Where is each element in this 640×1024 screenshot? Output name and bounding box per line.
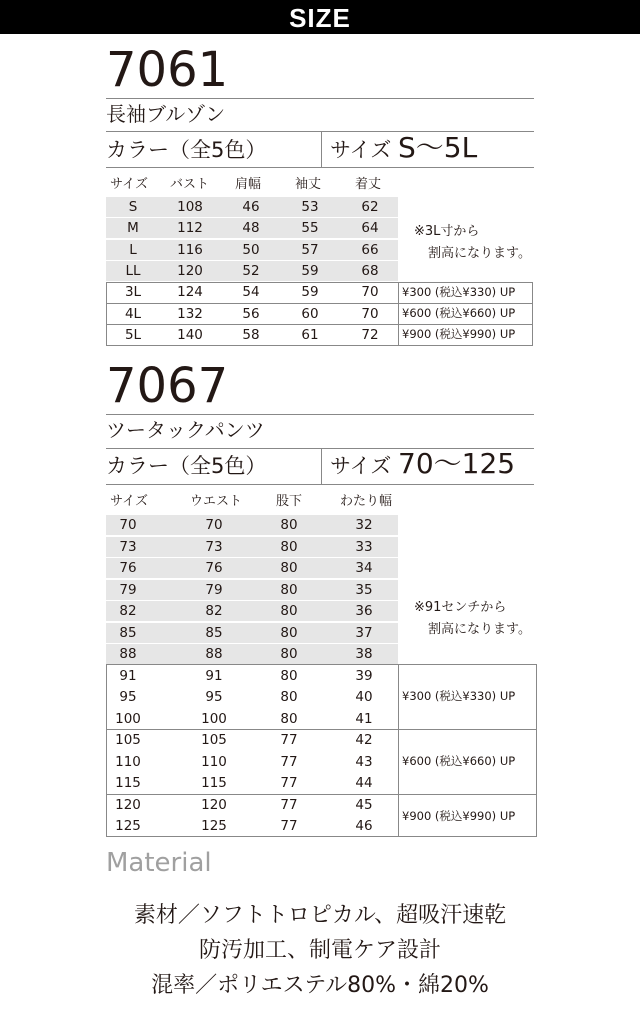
table-cell: 79 <box>119 581 137 598</box>
column-header: 袖丈 <box>295 177 322 192</box>
divider <box>321 131 322 167</box>
table-cell: 70 <box>205 517 223 533</box>
color-label: カラー（全5色） <box>106 454 267 478</box>
table-cell: 73 <box>119 538 137 555</box>
divider <box>106 167 534 168</box>
table-cell: 115 <box>201 775 227 791</box>
column-header: ウエスト <box>190 494 243 509</box>
table-cell: 3L <box>124 284 142 301</box>
table-cell: 95 <box>205 689 223 705</box>
table-row <box>106 218 398 238</box>
table-cell: 55 <box>301 220 319 237</box>
table-cell: 105 <box>201 732 227 748</box>
table-cell: 108 <box>177 199 203 215</box>
table-cell: 4L <box>124 305 142 322</box>
table-row <box>106 623 398 643</box>
table-cell: 77 <box>280 775 298 791</box>
table-cell: 80 <box>280 603 298 619</box>
column-header: 肩幅 <box>235 177 262 192</box>
table-cell: 120 <box>177 262 203 279</box>
price-note: ¥900 (税込¥990) UP <box>402 809 516 823</box>
table-cell: 77 <box>280 796 298 813</box>
column-header: バスト <box>170 177 210 192</box>
table-cell: L <box>129 241 137 258</box>
material-line: 混率／ポリエステル80%・綿20% <box>151 973 489 998</box>
table-cell: 77 <box>280 753 298 770</box>
table-cell: 80 <box>280 710 298 727</box>
price-note: ¥300 (税込¥330) UP <box>402 285 516 299</box>
product-name: 長袖ブルゾン <box>106 102 226 126</box>
table-cell: 116 <box>177 241 203 258</box>
table-cell: 72 <box>361 326 379 343</box>
column-header: サイズ <box>110 177 148 192</box>
table-cell: 44 <box>355 775 373 791</box>
model-number-7067: 7067 <box>106 358 229 414</box>
price-note: ¥900 (税込¥990) UP <box>402 327 516 341</box>
model-number-7061: 7061 <box>106 42 229 98</box>
table-cell: 76 <box>205 560 223 576</box>
table-cell: 37 <box>355 624 373 641</box>
material-title: Material <box>106 848 212 878</box>
table-row <box>106 537 398 557</box>
table-cell: 66 <box>361 241 379 258</box>
table-cell: 54 <box>242 284 260 301</box>
size-range: 70～125 <box>398 447 516 480</box>
table-cell: 39 <box>355 667 373 684</box>
table-cell: 105 <box>115 732 141 748</box>
table-cell: 70 <box>119 517 137 533</box>
table-cell: 57 <box>301 241 319 258</box>
column-header: 股下 <box>276 494 303 509</box>
divider <box>321 448 322 484</box>
table-cell: 80 <box>280 560 298 576</box>
surcharge-note: 割高になります。 <box>428 622 531 637</box>
table-cell: 41 <box>355 710 373 727</box>
table-cell: 70 <box>361 305 379 322</box>
table-cell: 140 <box>177 326 203 343</box>
table-row <box>106 240 398 260</box>
table-cell: 132 <box>177 305 203 322</box>
price-note: ¥300 (税込¥330) UP <box>402 689 516 703</box>
table-cell: 5L <box>124 326 142 343</box>
table-cell: 40 <box>355 689 373 705</box>
material-line: 素材／ソフトトロピカル、超吸汗速乾 <box>133 903 507 928</box>
product-name: ツータックパンツ <box>106 418 265 442</box>
divider <box>106 98 534 99</box>
size-range-label <box>330 131 478 164</box>
table-cell: 80 <box>280 581 298 598</box>
table-cell: 60 <box>301 305 319 322</box>
table-cell: LL <box>125 262 141 279</box>
table-cell: 59 <box>301 284 319 301</box>
table-cell: 59 <box>301 262 319 279</box>
table-cell: 77 <box>280 818 298 834</box>
table-cell: 95 <box>119 689 137 705</box>
size-range: S～5L <box>398 131 478 164</box>
table-cell: 80 <box>280 689 298 705</box>
table-cell: 68 <box>361 262 379 279</box>
table-cell: 36 <box>355 603 373 619</box>
table-cell: 80 <box>280 538 298 555</box>
table-row <box>106 515 398 535</box>
table-cell: S <box>128 199 138 215</box>
table-row <box>106 558 398 578</box>
table-cell: 91 <box>119 667 137 684</box>
surcharge-note: 割高になります。 <box>428 246 531 261</box>
table-cell: 61 <box>301 326 319 343</box>
table-cell: 46 <box>355 818 373 834</box>
table-cell: M <box>127 220 139 237</box>
column-header: サイズ <box>110 494 148 509</box>
surcharge-note: ※91センチから <box>414 600 507 615</box>
table-cell: 35 <box>355 581 373 598</box>
table-cell: 91 <box>205 667 223 684</box>
table-cell: 85 <box>119 624 137 641</box>
table-cell: 115 <box>115 775 141 791</box>
table-cell: 82 <box>205 603 223 619</box>
table-cell: 32 <box>355 517 373 533</box>
divider <box>106 794 537 795</box>
table-cell: 53 <box>301 199 319 215</box>
table-row <box>106 580 398 600</box>
size-label: サイズ <box>330 454 392 478</box>
surcharge-note: ※3L寸から <box>414 224 480 239</box>
divider <box>398 664 399 837</box>
price-note: ¥600 (税込¥660) UP <box>402 306 516 320</box>
table-cell: 110 <box>201 753 227 770</box>
table-cell: 79 <box>205 581 223 598</box>
table-cell: 125 <box>115 818 141 834</box>
size-label: サイズ <box>330 138 392 162</box>
table-cell: 112 <box>177 220 203 237</box>
table-cell: 110 <box>115 753 141 770</box>
banner-title: SIZE <box>289 3 351 33</box>
table-row <box>106 644 398 664</box>
table-cell: 64 <box>361 220 379 237</box>
table-cell: 88 <box>119 646 137 662</box>
size-banner <box>0 0 640 34</box>
table-cell: 120 <box>201 796 227 813</box>
table-row <box>106 261 398 281</box>
table-cell: 85 <box>205 624 223 641</box>
table-cell: 46 <box>242 199 260 215</box>
table-cell: 34 <box>355 560 373 576</box>
table-cell: 42 <box>355 732 373 748</box>
table-cell: 120 <box>115 796 141 813</box>
table-cell: 100 <box>201 710 227 727</box>
material-line: 防汚加工、制電ケア設計 <box>198 938 441 963</box>
table-cell: 88 <box>205 646 223 662</box>
table-cell: 125 <box>201 818 227 834</box>
table-row <box>106 601 398 621</box>
column-header: 着丈 <box>355 177 382 192</box>
table-cell: 80 <box>280 646 298 662</box>
table-cell: 58 <box>242 326 260 343</box>
table-cell: 82 <box>119 603 137 619</box>
table-cell: 45 <box>355 796 373 813</box>
divider <box>106 414 534 415</box>
price-note: ¥600 (税込¥660) UP <box>402 754 516 768</box>
table-cell: 77 <box>280 732 298 748</box>
color-label: カラー（全5色） <box>106 138 267 162</box>
divider <box>106 729 537 730</box>
table-cell: 100 <box>115 710 141 727</box>
divider <box>398 282 399 346</box>
table-cell: 62 <box>361 199 379 215</box>
table-cell: 48 <box>242 220 260 237</box>
table-cell: 73 <box>205 538 223 555</box>
table-cell: 33 <box>355 538 373 555</box>
table-cell: 43 <box>355 753 373 770</box>
table-cell: 80 <box>280 517 298 533</box>
table-cell: 50 <box>242 241 260 258</box>
table-cell: 56 <box>242 305 260 322</box>
table-cell: 76 <box>119 560 137 576</box>
table-cell: 38 <box>355 646 373 662</box>
table-cell: 124 <box>177 284 203 301</box>
table-row <box>106 197 398 217</box>
table-cell: 80 <box>280 667 298 684</box>
size-range-label <box>330 447 516 480</box>
divider <box>106 484 534 485</box>
table-cell: 52 <box>242 262 260 279</box>
table-cell: 70 <box>361 284 379 301</box>
column-header: わたり幅 <box>340 494 393 509</box>
table-cell: 80 <box>280 624 298 641</box>
